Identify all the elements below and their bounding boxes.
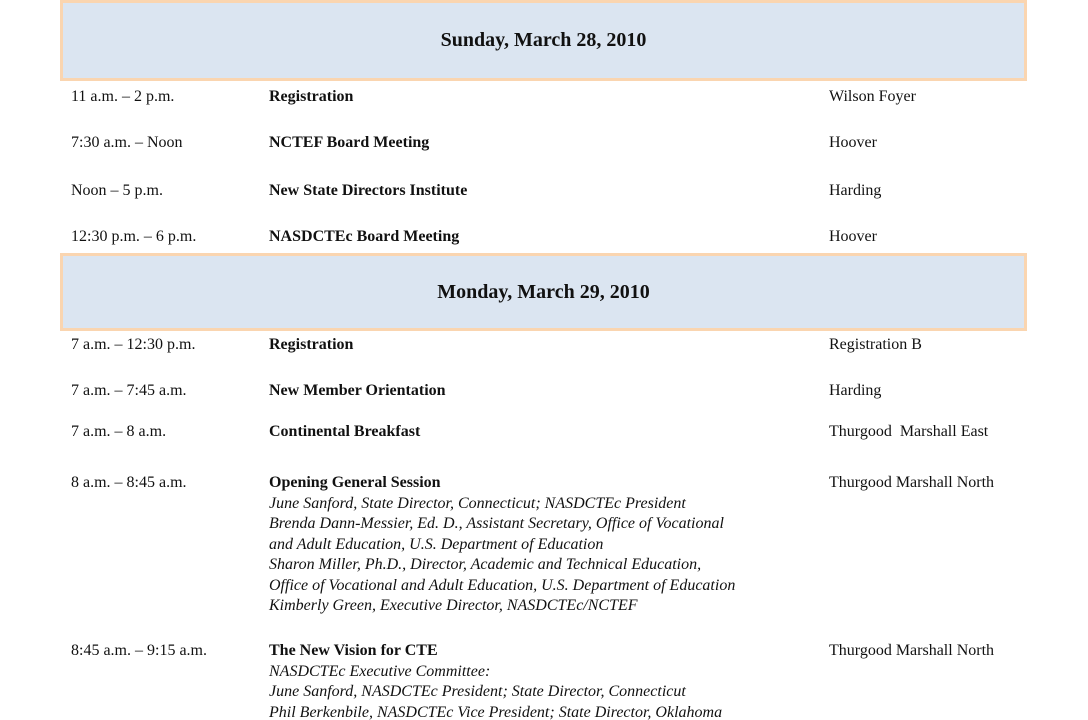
event-info	[269, 181, 809, 202]
event-time: 8 a.m. – 8:45 a.m.	[71, 474, 187, 491]
event-time: 7 a.m. – 12:30 p.m.	[71, 336, 196, 353]
event-detail: Kimberly Green, Executive Director, NASDCTEc/NCTEF	[269, 597, 638, 614]
event-location: Thurgood Marshall North	[829, 474, 995, 491]
event-title: NASDCTEc Board Meeting	[269, 228, 460, 245]
event-info	[269, 227, 809, 248]
event-title: Opening General Session	[269, 474, 441, 491]
day-title: Monday, March 29, 2010	[437, 280, 650, 303]
event-detail: Brenda Dann-Messier, Ed. D., Assistant Secretary, Office of Vocational	[269, 515, 724, 532]
event-title: New Member Orientation	[269, 382, 446, 399]
event-detail: June Sanford, State Director, Connecticut; NASDCTEc President	[269, 494, 686, 512]
event-detail: Phil Berkenbile, NASDCTEc Vice President; State Director, Oklahoma	[269, 703, 723, 720]
event-location: Thurgood Marshall North	[829, 642, 995, 659]
day-header-monday	[60, 253, 1027, 331]
event-title: Registration	[269, 88, 354, 105]
event-time: 8:45 a.m. – 9:15 a.m.	[71, 642, 207, 659]
event-location: Hoover	[829, 134, 877, 151]
event-location: Hoover	[829, 228, 877, 245]
event-detail: June Sanford, NASDCTEc President; State Director, Connecticut	[269, 683, 686, 700]
event-info	[269, 641, 809, 720]
event-info	[269, 422, 809, 443]
event-time: 7:30 a.m. – Noon	[71, 134, 183, 151]
event-info	[269, 473, 809, 617]
event-detail: Office of Vocational and Adult Education, U.S. Department of Education	[269, 576, 736, 594]
event-title: New State Directors Institute	[269, 182, 468, 199]
event-info	[269, 335, 809, 356]
event-detail: Sharon Miller, Ph.D., Director, Academic and Technical Education,	[269, 556, 702, 573]
event-time: 7 a.m. – 8 a.m.	[71, 423, 167, 440]
event-location: Thurgood Marshall East	[829, 423, 989, 440]
event-location: Wilson Foyer	[829, 88, 916, 105]
day-title: Sunday, March 28, 2010	[440, 29, 647, 51]
event-time: Noon – 5 p.m.	[71, 182, 163, 199]
event-location: Harding	[829, 382, 882, 399]
event-time: 11 a.m. – 2 p.m.	[71, 88, 175, 105]
event-info	[269, 133, 809, 154]
event-detail: NASDCTEc Executive Committee:	[269, 662, 491, 680]
event-info	[269, 381, 809, 402]
day-header-sunday	[60, 0, 1027, 81]
event-title: Continental Breakfast	[269, 423, 421, 440]
event-location: Harding	[829, 182, 882, 199]
event-location: Registration B	[829, 336, 922, 353]
event-time: 12:30 p.m. – 6 p.m.	[71, 228, 197, 245]
event-time: 7 a.m. – 7:45 a.m.	[71, 382, 187, 399]
event-title: The New Vision for CTE	[269, 642, 438, 659]
event-info	[269, 87, 809, 108]
event-detail: and Adult Education, U.S. Department of Education	[269, 535, 604, 553]
event-title: NCTEF Board Meeting	[269, 134, 430, 151]
event-title: Registration	[269, 336, 354, 353]
